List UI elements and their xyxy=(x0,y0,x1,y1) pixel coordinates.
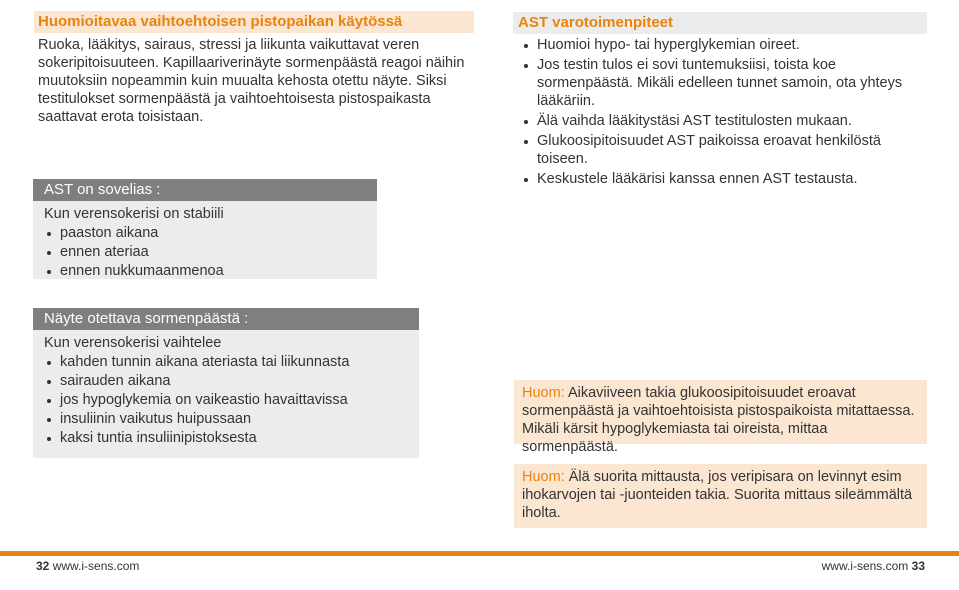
ast-suitable-intro: Kun verensokerisi on stabiili xyxy=(44,206,224,222)
list-item: Jos testin tulos ei sovi tuntemuksiisi, toista koe sormenpäästä. Mikäli edelleen tunnet samoin, ota yhteys lääkäriin. xyxy=(521,56,926,110)
fingertip-sample-intro: Kun verensokerisi vaihtelee xyxy=(44,335,222,351)
footer-right xyxy=(822,558,925,574)
note-time-lag xyxy=(514,380,927,455)
precautions-list xyxy=(521,36,926,190)
list-item: Keskustele lääkärisi kanssa ennen AST testausta. xyxy=(521,170,926,188)
note-label: Huom: xyxy=(522,385,565,401)
note-smeared-drop xyxy=(514,464,927,528)
note-text: Älä suorita mittausta, jos veripisara on levinnyt esim ihokarvojen tai -juonteiden takia. Suorita mittaus sileämmältä iholta. xyxy=(522,469,913,521)
fingertip-sample-box xyxy=(33,308,419,458)
list-item: kaksi tuntia insuliinipistoksesta xyxy=(44,429,419,448)
footer-accent-bar xyxy=(0,551,959,556)
warning-body: Ruoka, lääkitys, sairaus, stressi ja liikunta vaikuttavat veren sokeripitoisuuteen. Kapillaariverinäyte sormenpäästä reagoi näihin muutoksiin nopeammin kuin muualta kehosta otettu näyte. Siksi testitulokset sormenpäästä ja vaihtoehtoisesta pistospaikasta saattavat erota toisistaan. xyxy=(38,37,465,125)
list-item: paaston aikana xyxy=(44,224,377,243)
list-item: ennen nukkumaanmenoa xyxy=(44,262,377,281)
ast-suitable-box xyxy=(33,179,377,279)
ast-suitable-heading: AST on sovelias : xyxy=(33,179,377,201)
list-item: Glukoosipitoisuudet AST paikoissa eroavat henkilöstä toiseen. xyxy=(521,132,926,168)
footer-url[interactable]: www.i-sens.com xyxy=(52,559,140,573)
page-number: 32 xyxy=(36,559,50,573)
note-text: Aikaviiveen takia glukoosipitoisuudet eroavat sormenpäästä ja vaihtoehtoisista pistospaikoista mitattaessa. Mikäli kärsit hypoglykemiasta tai oireista, mittaa sormenpäästä. xyxy=(522,385,915,455)
list-item: Huomioi hypo- tai hyperglykemian oireet. xyxy=(521,36,926,54)
note-label: Huom: xyxy=(522,469,565,485)
warning-title: Huomioitavaa vaihtoehtoisen pistopaikan käytössä xyxy=(34,11,474,33)
fingertip-sample-list xyxy=(44,353,419,448)
page-number: 33 xyxy=(911,559,925,573)
precautions-heading: AST varotoimenpiteet xyxy=(513,12,927,34)
footer-left xyxy=(36,558,139,574)
footer-url[interactable]: www.i-sens.com xyxy=(821,559,909,573)
list-item: insuliinin vaikutus huipussaan xyxy=(44,410,419,429)
list-item: sairauden aikana xyxy=(44,372,419,391)
list-item: kahden tunnin aikana ateriasta tai liikunnasta xyxy=(44,353,419,372)
list-item: ennen ateriaa xyxy=(44,243,377,262)
list-item: jos hypoglykemia on vaikeastio havaittavissa xyxy=(44,391,419,410)
list-item: Älä vaihda lääkitystäsi AST testitulosten mukaan. xyxy=(521,112,926,130)
ast-suitable-list xyxy=(44,224,377,281)
fingertip-sample-heading: Näyte otettava sormenpäästä : xyxy=(33,308,419,330)
